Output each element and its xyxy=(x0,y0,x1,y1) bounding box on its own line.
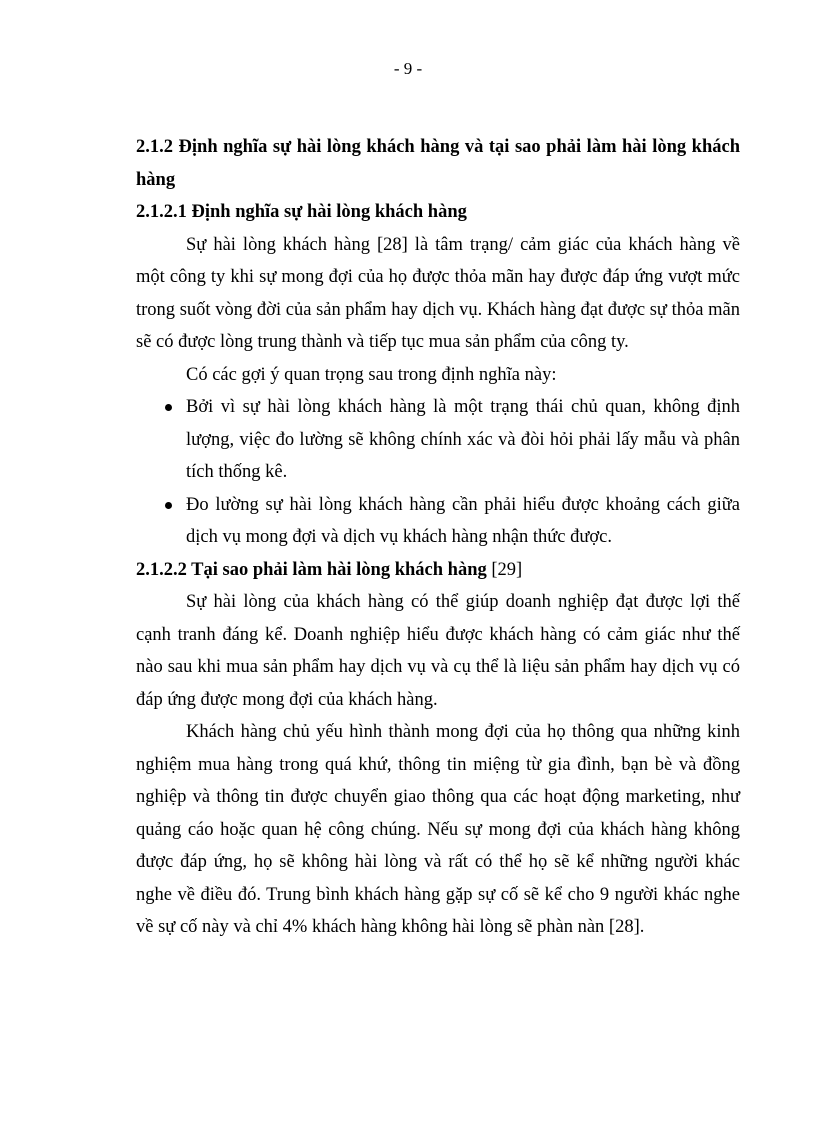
suggestions-list xyxy=(136,391,740,554)
list-item xyxy=(136,489,740,554)
section-heading-2-1-2-2-reference: [29] xyxy=(486,559,523,580)
bullet-icon xyxy=(165,502,172,509)
list-item-text: Đo lường sự hài lòng khách hàng cần phải hiểu được khoảng cách giữa dịch vụ mong đợi và dịch vụ khách hàng nhận thức được. xyxy=(186,494,740,547)
paragraph-expectations: Khách hàng chủ yếu hình thành mong đợi của họ thông qua những kinh nghiệm mua hàng trong quá khứ, thông tin miệng từ gia đình, bạn bè và đồng nghiệp và thông tin được chuyển giao thông qua các hoạt động marketing, như quảng cáo hoặc quan hệ công chúng. Nếu sự mong đợi của khách hàng không được đáp ứng, họ sẽ không hài lòng và rất có thể họ sẽ kể những người khác nghe về điều đó. Trung bình khách hàng gặp sự cố sẽ kể cho 9 người khác nghe về sự cố này và chỉ 4% khách hàng không hài lòng sẽ phàn nàn [28]. xyxy=(136,722,740,937)
section-heading-2-1-2: 2.1.2 Định nghĩa sự hài lòng khách hàng và tại sao phải làm hài lòng khách hàng xyxy=(136,137,740,190)
paragraph-suggestions-intro: Có các gợi ý quan trọng sau trong định nghĩa này: xyxy=(186,364,557,385)
section-heading-2-1-2-2-text: 2.1.2.2 Tại sao phải làm hài lòng khách hàng xyxy=(136,559,487,580)
paragraph-definition: Sự hài lòng khách hàng [28] là tâm trạng/ cảm giác của khách hàng về một công ty khi sự mong đợi của họ được thỏa mãn hay được đáp ứng vượt mức trong suốt vòng đời của sản phẩm hay dịch vụ. Khách hàng đạt được sự thỏa mãn sẽ có được lòng trung thành và tiếp tục mua sản phẩm của công ty. xyxy=(136,234,740,352)
document-body xyxy=(136,131,740,944)
list-item xyxy=(136,391,740,489)
list-item-text: Bởi vì sự hài lòng khách hàng là một trạng thái chủ quan, không định lượng, việc đo lường sẽ không chính xác và đòi hỏi phải lấy mẫu và phân tích thống kê. xyxy=(186,397,740,482)
page-number: - 9 - xyxy=(393,59,423,78)
bullet-icon xyxy=(165,404,172,411)
paragraph-competitive-advantage: Sự hài lòng của khách hàng có thể giúp doanh nghiệp đạt được lợi thế cạnh tranh đáng kể. Doanh nghiệp hiểu được khách hàng có cảm giác như thế nào sau khi mua sản phẩm hay dịch vụ và cụ thể là liệu sản phẩm hay dịch vụ có đáp ứng được mong đợi của khách hàng. xyxy=(136,592,740,710)
section-heading-2-1-2-1: 2.1.2.1 Định nghĩa sự hài lòng khách hàng xyxy=(136,202,467,222)
section-heading-2-1-2-2 xyxy=(136,554,740,587)
